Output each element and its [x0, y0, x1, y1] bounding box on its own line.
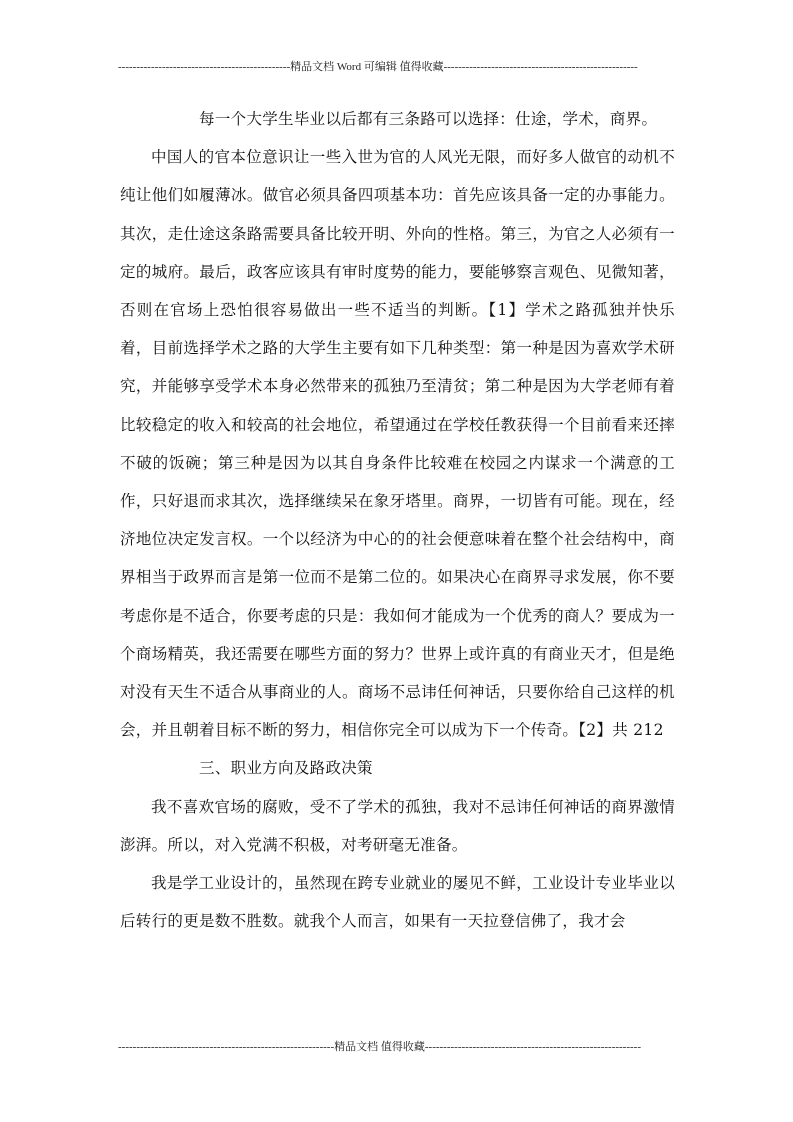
- document-body: [120, 100, 675, 940]
- section-heading: 三、职业方向及路政决策: [199, 759, 373, 778]
- paragraph-career-paths: 中国人的官本位意识让一些入世为官的人风光无限，而好多人做官的动机不纯让他们如履薄冰。做官必须具备四项基本功：首先应该具备一定的办事能力。其次，走仕途这条路需要具备比较开明、外向的性格。第三，为官之人必须有一定的城府。最后，政客应该具有审时度势的能力，要能够察言观色、见微知著，否则在官场上恐怕很容易做出一些不适当的判断。【1】学术之路孤独并快乐着，目前选择学术之路的大学生主要有如下几种类型：第一种是因为喜欢学术研究，并能够享受学术本身必然带来的孤独乃至清贫；第二种是因为大学老师有着比较稳定的收入和较高的社会地位，希望通过在学校任教获得一个目前看来还摔不破的饭碗；第三种是因为以其自身条件比较难在校园之内谋求一个满意的工作，只好退而求其次，选择继续呆在象牙塔里。商界，一切皆有可能。现在，经济地位决定发言权。一个以经济为中心的的社会便意味着在整个社会结构中，商界相当于政界而言是第一位而不是第二位的。如果决心在商界寻求发展，你不要考虑你是不适合，你要考虑的只是：我如何才能成为一个优秀的商人？要成为一个商场精英，我还需要在哪些方面的努力？世界上或许真的有商业天才，但是绝对没有天生不适合从事商业的人。商场不忌讳任何神话，只要你给自己这样的机会，并且朝着目标不断的努力，相信你完全可以成为下一个传奇。【2】共 212: [120, 148, 675, 740]
- page-header: -----------------------------------------------精品文档 Word 可编辑 值得收藏-----------------------------------------------------: [118, 61, 638, 73]
- paragraph-preference: 我不喜欢官场的腐败，受不了学术的孤独，我对不忌讳任何神话的商界激情澎湃。所以，对入党满不积极，对考研毫无准备。: [120, 797, 675, 854]
- paragraph-major: 我是学工业设计的，虽然现在跨专业就业的屡见不鲜，工业设计专业毕业以后转行的更是数不胜数。就我个人而言，如果有一天拉登信佛了，我才会: [120, 874, 675, 931]
- page-footer: -----------------------------------------------------------精品文档 值得收藏-----------------------------------------------------------: [118, 1041, 641, 1053]
- paragraph-intro: 每一个大学生毕业以后都有三条路可以选择：仕途，学术，商界。: [199, 110, 658, 128]
